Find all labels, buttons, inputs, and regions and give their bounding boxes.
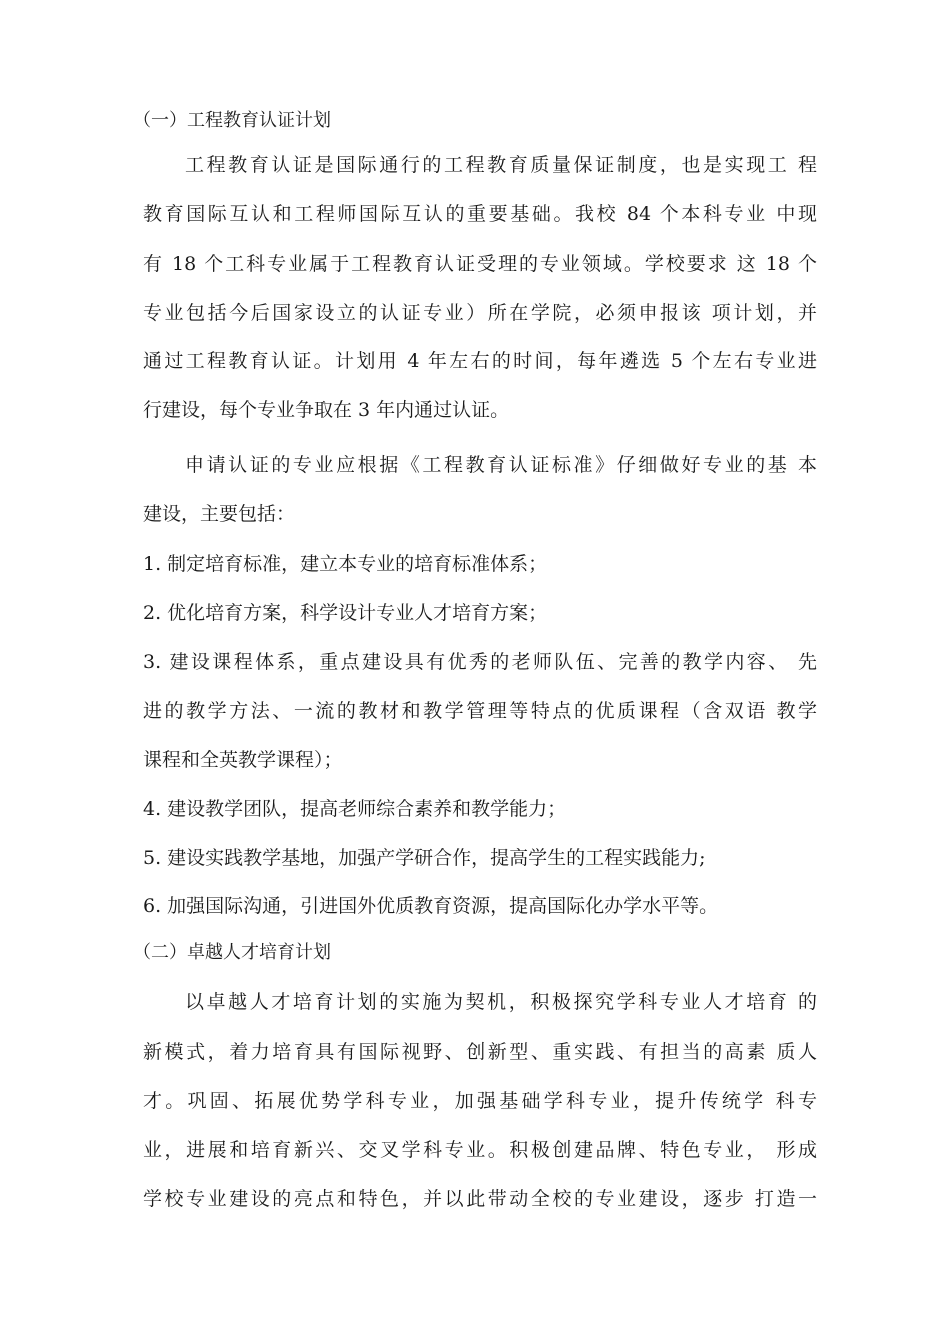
paragraph-line: 新模式，着力培育具有国际视野、创新型、重实践、有担当的高素 质人 bbox=[143, 1041, 817, 1063]
section-1-heading: （一）工程教育认证计划 bbox=[133, 110, 331, 131]
paragraph-line: 工程教育认证是国际通行的工程教育质量保证制度，也是实现工 程 bbox=[185, 154, 817, 176]
list-item-continuation: 进的教学方法、一流的教材和教学管理等特点的优质课程（含双语 教学 bbox=[143, 700, 817, 722]
paragraph-line: 学校专业建设的亮点和特色，并以此带动全校的专业建设，逐步 打造一 bbox=[143, 1188, 817, 1210]
paragraph-line: 行建设，每个专业争取在 3 年内通过认证。 bbox=[143, 399, 510, 421]
paragraph-line: 通过工程教育认证。计划用 4 年左右的时间，每年遴选 5 个左右专业进 bbox=[143, 350, 817, 372]
list-item: 1. 制定培育标准，建立本专业的培育标准体系； bbox=[143, 553, 548, 575]
paragraph-line: 教育国际互认和工程师国际互认的重要基础。我校 84 个本科专业 中现 bbox=[143, 203, 817, 225]
list-item: 2. 优化培育方案，科学设计专业人才培育方案； bbox=[143, 602, 548, 624]
paragraph-line: 申请认证的专业应根据《工程教育认证标准》仔细做好专业的基 本 bbox=[185, 454, 817, 476]
paragraph-line: 业，进展和培育新兴、交叉学科专业。积极创建品牌、特色专业， 形成 bbox=[143, 1139, 817, 1161]
paragraph-line: 专业包括今后国家设立的认证专业）所在学院，必须申报该 项计划，并 bbox=[143, 302, 817, 324]
paragraph-line: 有 18 个工科专业属于工程教育认证受理的专业领域。学校要求 这 18 个 bbox=[143, 253, 817, 275]
paragraph-line: 以卓越人才培育计划的实施为契机，积极探究学科专业人才培育 的 bbox=[185, 991, 817, 1013]
section-2-heading: （二）卓越人才培育计划 bbox=[133, 942, 331, 963]
paragraph-line: 建设，主要包括： bbox=[143, 503, 296, 525]
list-item: 6. 加强国际沟通，引进国外优质教育资源，提高国际化办学水平等。 bbox=[143, 895, 719, 917]
list-item: 3. 建设课程体系，重点建设具有优秀的老师队伍、完善的教学内容、 先 bbox=[143, 651, 817, 673]
paragraph-line: 才。巩固、拓展优势学科专业，加强基础学科专业，提升传统学 科专 bbox=[143, 1090, 817, 1112]
list-item: 5. 建设实践教学基地，加强产学研合作，提高学生的工程实践能力; bbox=[143, 847, 706, 869]
list-item: 4. 建设教学团队，提高老师综合素养和教学能力； bbox=[143, 798, 567, 820]
list-item-continuation: 课程和全英教学课程）； bbox=[143, 749, 343, 771]
